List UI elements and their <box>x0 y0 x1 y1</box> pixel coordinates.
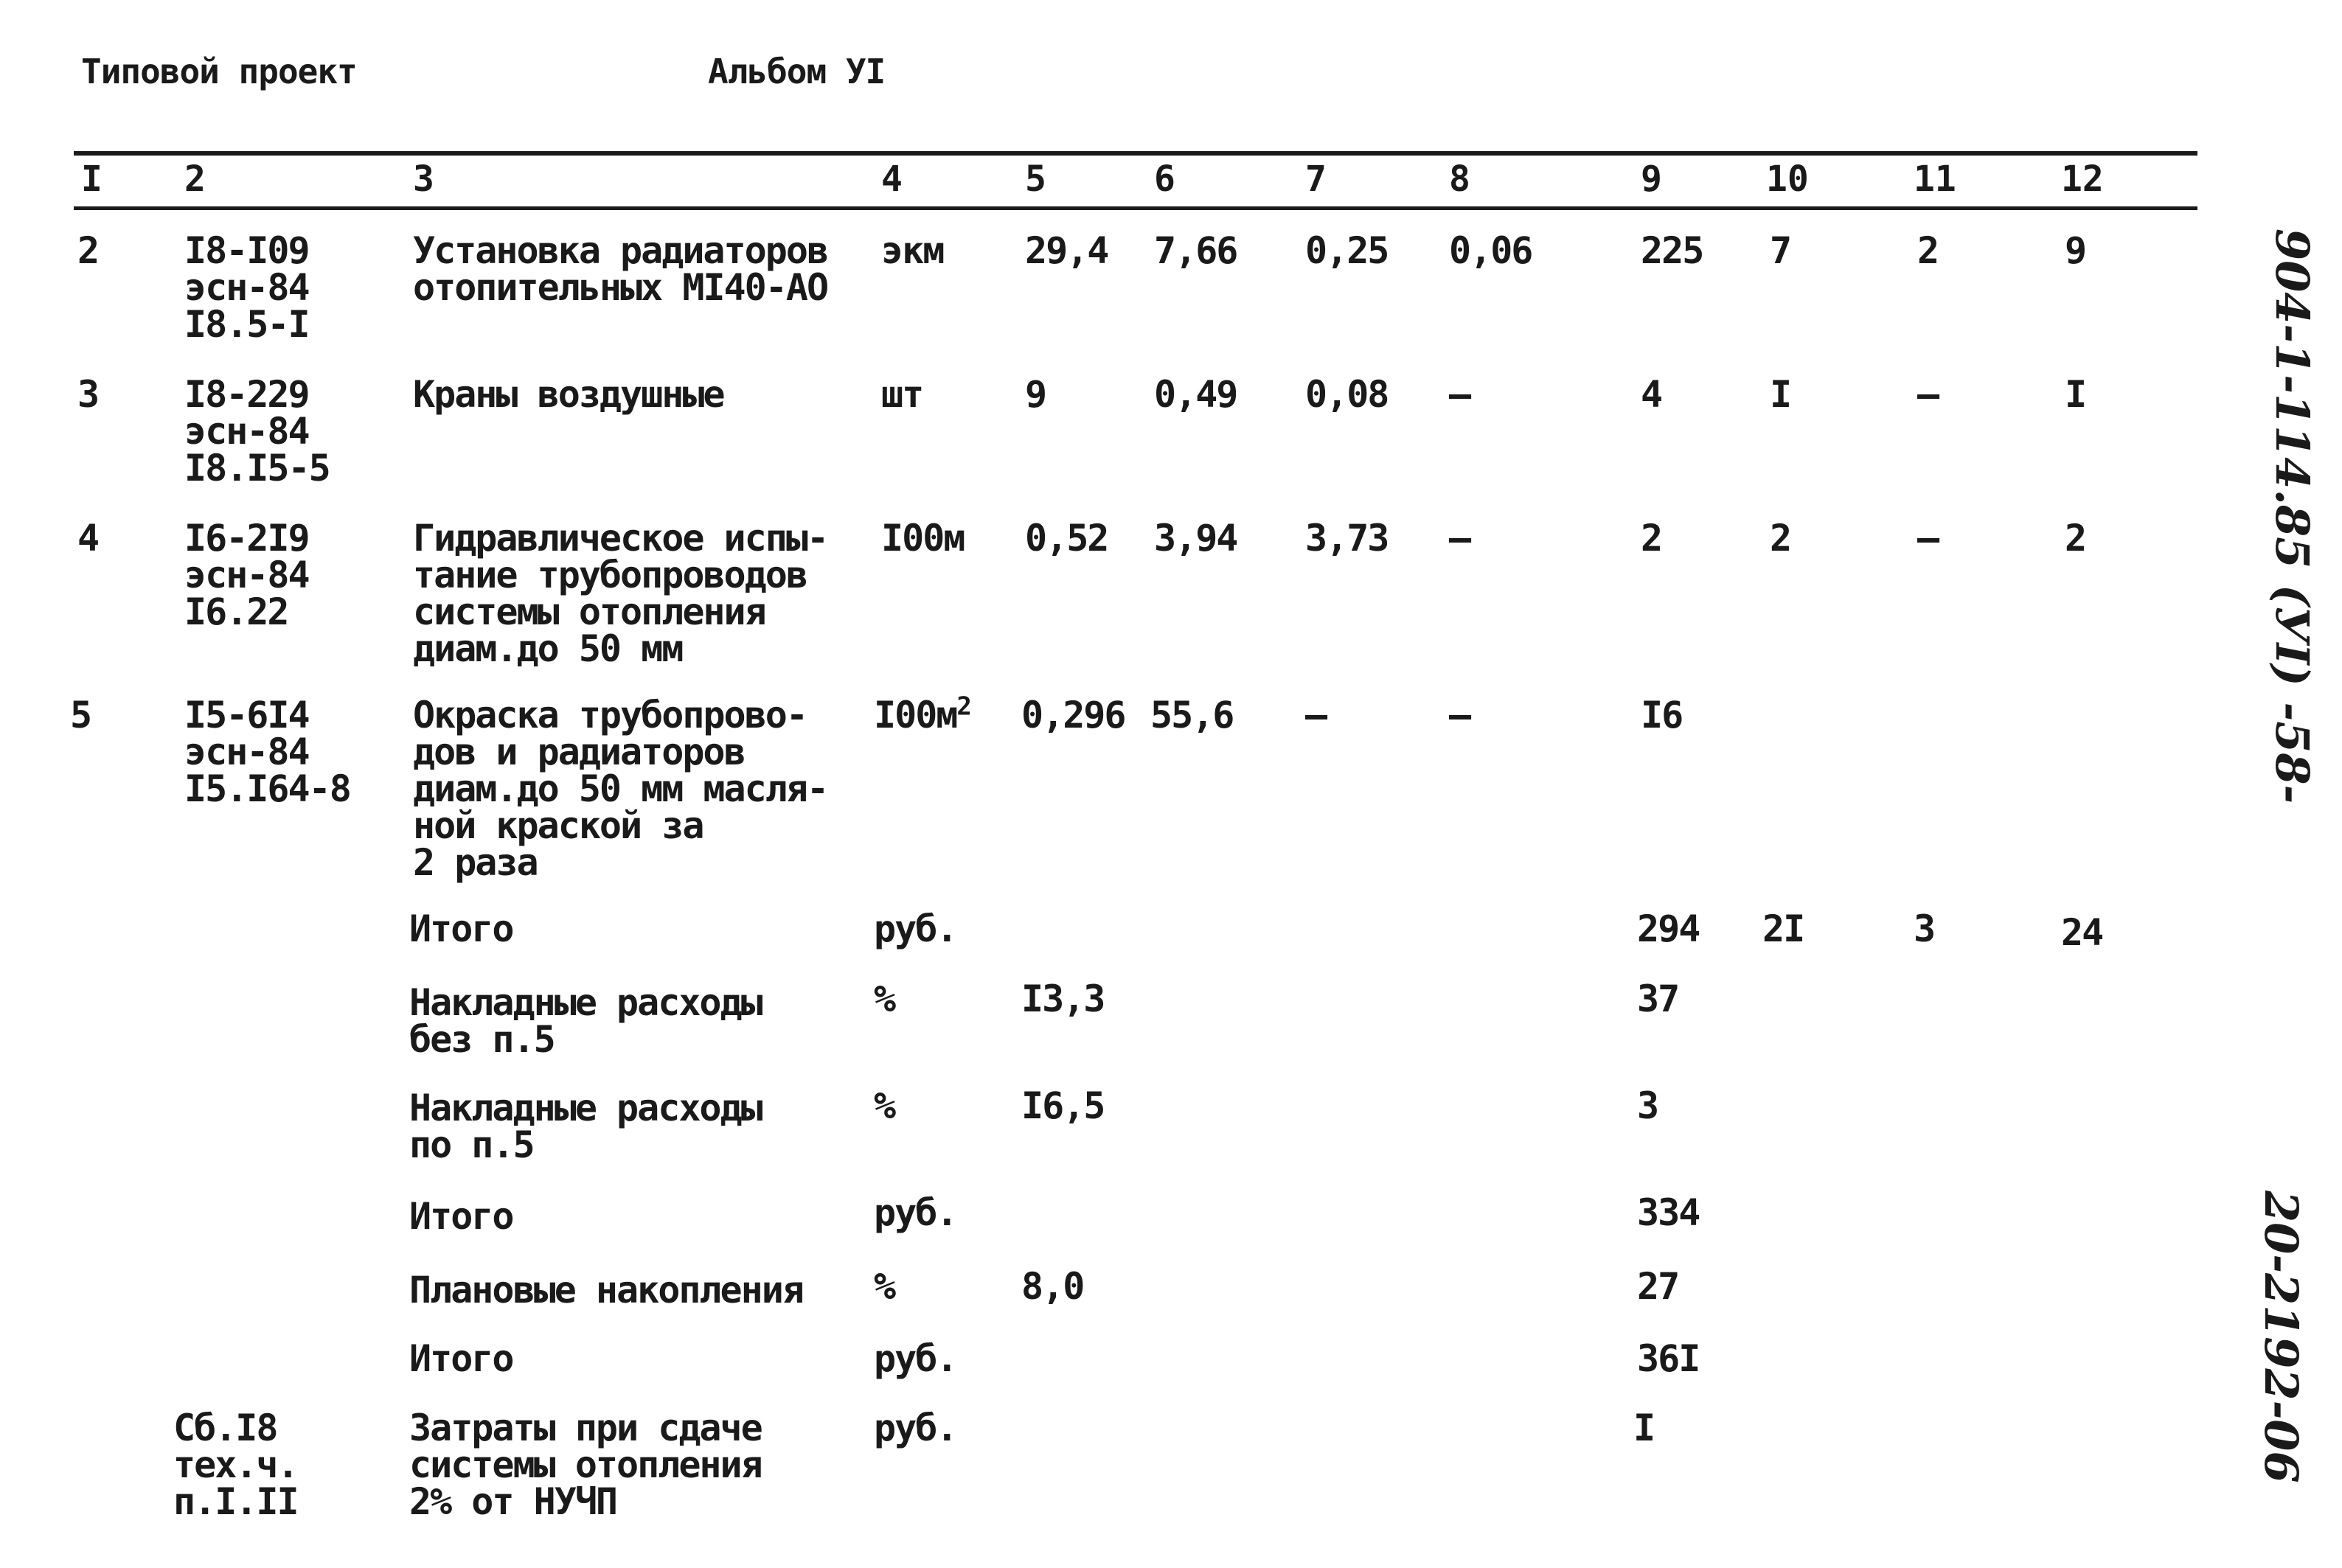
colnum-4: 4 <box>881 158 903 200</box>
quantity: 0,296 <box>1021 694 1125 736</box>
col-7: 0,08 <box>1305 373 1389 416</box>
col-9: I6 <box>1641 694 1683 736</box>
quantity: 29,4 <box>1025 229 1108 272</box>
norm-code: I8-229 эсн-84 I8.I5-5 <box>184 373 330 489</box>
unit-text: I00м <box>874 694 957 736</box>
summary-col-9: 37 <box>1637 978 1679 1020</box>
col-7: – <box>1305 694 1327 736</box>
summary-unit: % <box>874 1265 895 1308</box>
col-12: 9 <box>2065 229 2086 272</box>
norm-code: I6-2I9 эсн-84 I6.22 <box>184 517 309 633</box>
summary-col-9: 3 <box>1637 1084 1658 1127</box>
work-name: Краны воздушные <box>413 373 724 416</box>
summary-col-9: 294 <box>1637 907 1700 950</box>
colnum-7: 7 <box>1305 158 1327 200</box>
col-9: 2 <box>1641 517 1662 560</box>
col-12: I <box>2065 373 2086 416</box>
col-8: 0,06 <box>1449 229 1532 272</box>
col-9: 4 <box>1641 373 1662 416</box>
top-rule <box>74 151 2197 156</box>
row-number: 5 <box>70 694 91 736</box>
colnum-1: I <box>81 158 102 200</box>
summary-col-11: 3 <box>1914 907 1935 950</box>
summary-name: Итого <box>409 1337 513 1380</box>
colnum-2: 2 <box>184 158 206 200</box>
work-name: Гидравлическое испы- тание трубопроводов системы отопления диам.до 50 мм <box>413 517 828 670</box>
summary-unit: руб. <box>874 1337 957 1380</box>
summary-unit: % <box>874 1084 895 1127</box>
row-number: 2 <box>77 229 99 272</box>
margin-stamp-lower: 20-2192-06 <box>2254 1191 2308 1483</box>
summary-rate: I6,5 <box>1021 1084 1105 1127</box>
summary-unit: руб. <box>874 907 957 950</box>
column-numbers-rule <box>74 206 2197 210</box>
colnum-5: 5 <box>1025 158 1046 200</box>
summary-name: Накладные расходы без п.5 <box>409 981 762 1061</box>
unit: экм <box>881 229 944 272</box>
col-6: 0,49 <box>1154 373 1237 416</box>
summary-rate: 8,0 <box>1021 1265 1084 1308</box>
unit <box>874 691 970 736</box>
summary-col-12: 24 <box>2061 911 2103 954</box>
col-7: 0,25 <box>1305 229 1389 272</box>
col-8: – <box>1449 373 1470 416</box>
work-name: Окраска трубопрово- дов и радиаторов диам.до 50 мм масля- ной краской за 2 раза <box>413 694 828 884</box>
work-name: Установка радиаторов отопительных МI40-АО <box>413 229 828 309</box>
summary-col-9: 334 <box>1637 1191 1700 1234</box>
summary-name: Итого <box>409 907 513 950</box>
unit: I00м <box>881 517 965 560</box>
col-8: – <box>1449 517 1470 560</box>
col-10: 7 <box>1770 229 1791 272</box>
quantity: 9 <box>1025 373 1046 416</box>
colnum-12: 12 <box>2061 158 2104 200</box>
col-11: – <box>1917 517 1939 560</box>
col-11: – <box>1917 373 1939 416</box>
norm-code: I5-6I4 эсн-84 I5.I64-8 <box>184 694 350 810</box>
summary-name: Итого <box>409 1195 513 1238</box>
col-11: 2 <box>1917 229 1939 272</box>
summary-col-9: 27 <box>1637 1265 1679 1308</box>
summary-unit: руб. <box>874 1407 957 1449</box>
margin-stamp-upper: 904-1-114.85 (УI) -58- <box>2265 229 2319 804</box>
quantity: 0,52 <box>1025 517 1108 560</box>
colnum-6: 6 <box>1154 158 1175 200</box>
summary-name: Накладные расходы по п.5 <box>409 1087 762 1166</box>
col-7: 3,73 <box>1305 517 1389 560</box>
summary-col-9: 36I <box>1637 1337 1700 1380</box>
summary-unit: % <box>874 978 895 1020</box>
summary-unit: руб. <box>874 1191 957 1234</box>
summary-name: Затраты при сдаче системы отопления 2% от НУЧП <box>409 1407 762 1523</box>
col-6: 55,6 <box>1150 694 1234 736</box>
row-number: 4 <box>77 517 99 560</box>
col-9: 225 <box>1641 229 1703 272</box>
row-number: 3 <box>77 373 99 416</box>
norm-code: I8-I09 эсн-84 I8.5-I <box>184 229 309 346</box>
col-10: I <box>1770 373 1791 416</box>
col-6: 3,94 <box>1154 517 1237 560</box>
col-12: 2 <box>2065 517 2086 560</box>
unit-exponent: 2 <box>956 691 970 722</box>
unit: шт <box>881 373 923 416</box>
colnum-8: 8 <box>1449 158 1470 200</box>
album-label: Альбом УI <box>708 52 886 91</box>
summary-name: Плановые накопления <box>409 1269 803 1311</box>
col-10: 2 <box>1770 517 1791 560</box>
summary-rate: I3,3 <box>1021 978 1105 1020</box>
col-6: 7,66 <box>1154 229 1237 272</box>
colnum-10: 10 <box>1766 158 1809 200</box>
document-type: Типовой проект <box>81 52 357 91</box>
colnum-3: 3 <box>413 158 434 200</box>
summary-col-9: I <box>1633 1407 1655 1449</box>
colnum-9: 9 <box>1641 158 1662 200</box>
colnum-11: 11 <box>1914 158 1956 200</box>
summary-col-10: 2I <box>1762 907 1804 950</box>
summary-code: Сб.I8 тех.ч. п.I.II <box>173 1407 298 1523</box>
col-8: – <box>1449 694 1470 736</box>
